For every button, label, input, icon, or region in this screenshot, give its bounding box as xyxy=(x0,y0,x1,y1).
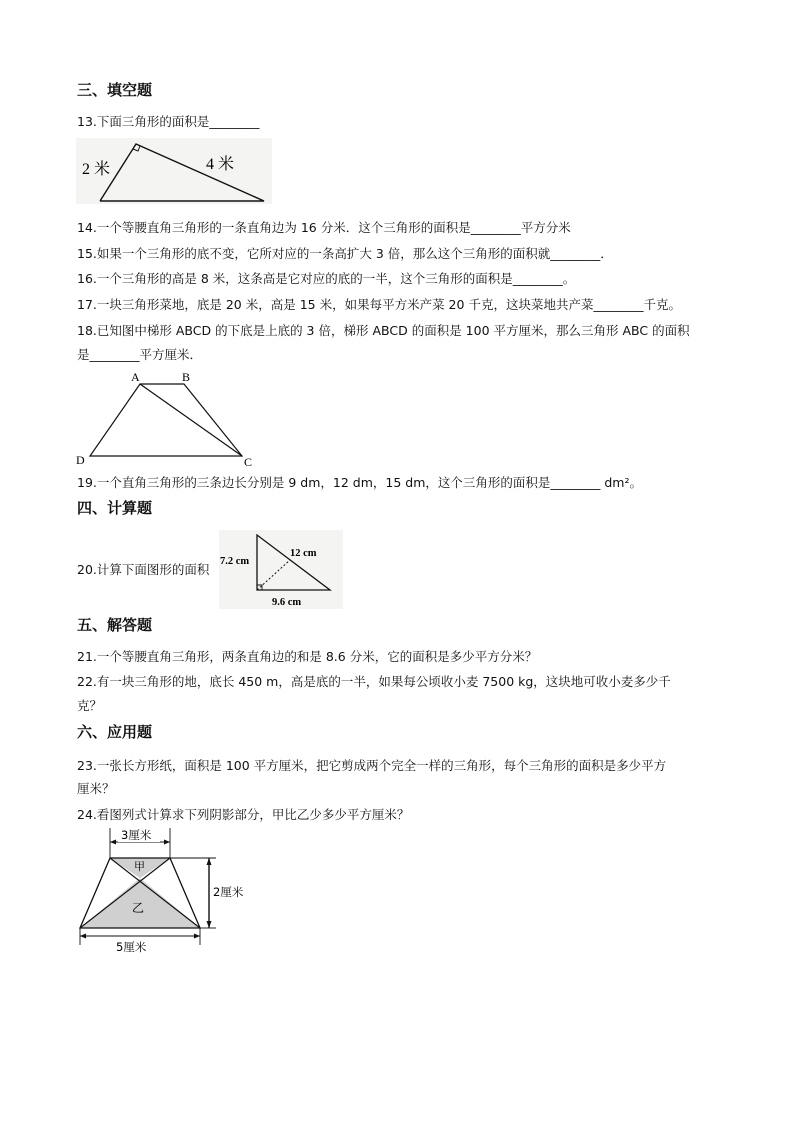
q24-top-arrow-left xyxy=(110,840,116,845)
question-17: 17.一块三角形菜地，底是 20 米，高是 15 米，如果每平方米产菜 20 千克，这块菜地共产菜________千克。 xyxy=(77,297,681,312)
q13-left-label: 2 米 xyxy=(82,161,111,178)
q18-diagonal-ac xyxy=(140,384,242,456)
question-16: 16.一个三角形的高是 8 米，这条高是它对应的底的一半，这个三角形的面积是________。 xyxy=(77,271,576,286)
q24-label-jia: 甲 xyxy=(134,860,145,873)
q24-top-label: 3厘米 xyxy=(121,828,152,842)
question-20: 20.计算下面图形的面积 xyxy=(77,562,210,577)
q20-base-label: 9.6 cm xyxy=(272,597,302,608)
q24-bottom-label: 5厘米 xyxy=(116,940,147,954)
q24-height-label: 2厘米 xyxy=(213,885,244,899)
q24-height-arrow-bottom xyxy=(207,921,212,928)
q24-bottom-arrow-right xyxy=(194,934,200,939)
q18-label-b: B xyxy=(182,370,191,384)
q24-top-arrow-right xyxy=(164,840,170,845)
question-15: 15.如果一个三角形的底不变，它所对应的一条高扩大 3 倍，那么这个三角形的面积就________． xyxy=(77,246,613,261)
question-24: 24.看图列式计算求下列阴影部分，甲比乙少多少平方厘米？ xyxy=(77,807,410,822)
section-heading-6: 六、应用题 xyxy=(77,723,153,741)
q24-bottom-arrow-left xyxy=(80,934,86,939)
question-23-line-1: 23.一张长方形纸，面积是 100 平方厘米，把它剪成两个完全一样的三角形，每个三角形的面积是多少平方 xyxy=(77,758,667,773)
question-21: 21.一个等腰直角三角形，两条直角边的和是 8.6 分米，它的面积是多少平方分米？ xyxy=(77,649,538,664)
q24-figure xyxy=(72,824,252,958)
section-heading-5: 五、解答题 xyxy=(77,616,153,634)
q24-label-yi: 乙 xyxy=(132,901,145,915)
question-22-line-1: 22.有一块三角形的地，底长 450 m，高是底的一半，如果每公顷收小麦 7500 kg，这块地可收小麦多少千 xyxy=(77,674,671,689)
section-heading-3: 三、填空题 xyxy=(77,81,153,99)
question-18-line-1: 18.已知图中梯形 ABCD 的下底是上底的 3 倍，梯形 ABCD 的面积是 100 平方厘米，那么三角形 ABC 的面积 xyxy=(77,323,690,338)
q13-figure xyxy=(76,138,276,206)
question-19: 19.一个直角三角形的三条边长分别是 9 dm，12 dm，15 dm，这个三角形的面积是________ dm²。 xyxy=(77,475,642,490)
q18-label-d: D xyxy=(76,453,85,467)
question-23-line-2: 厘米？ xyxy=(77,781,115,796)
q24-height-arrow-top xyxy=(207,858,212,865)
q13-hypotenuse-label: 4 米 xyxy=(206,156,235,173)
q20-figure xyxy=(219,530,345,610)
q20-left-label: 7.2 cm xyxy=(220,556,250,567)
q18-trapezoid-figure xyxy=(74,368,264,468)
q18-trapezoid xyxy=(90,384,242,456)
question-22-line-2: 克？ xyxy=(77,698,103,713)
section-heading-4: 四、计算题 xyxy=(77,499,153,517)
q18-label-c: C xyxy=(244,455,253,469)
question-13: 13.下面三角形的面积是________ xyxy=(77,114,260,129)
question-14: 14.一个等腰直角三角形的一条直角边为 16 分米．这个三角形的面积是________平方分米 xyxy=(77,220,571,235)
question-18-line-2: 是________平方厘米． xyxy=(77,347,203,362)
q18-label-a: A xyxy=(131,370,140,384)
q20-hypotenuse-label: 12 cm xyxy=(290,548,317,559)
